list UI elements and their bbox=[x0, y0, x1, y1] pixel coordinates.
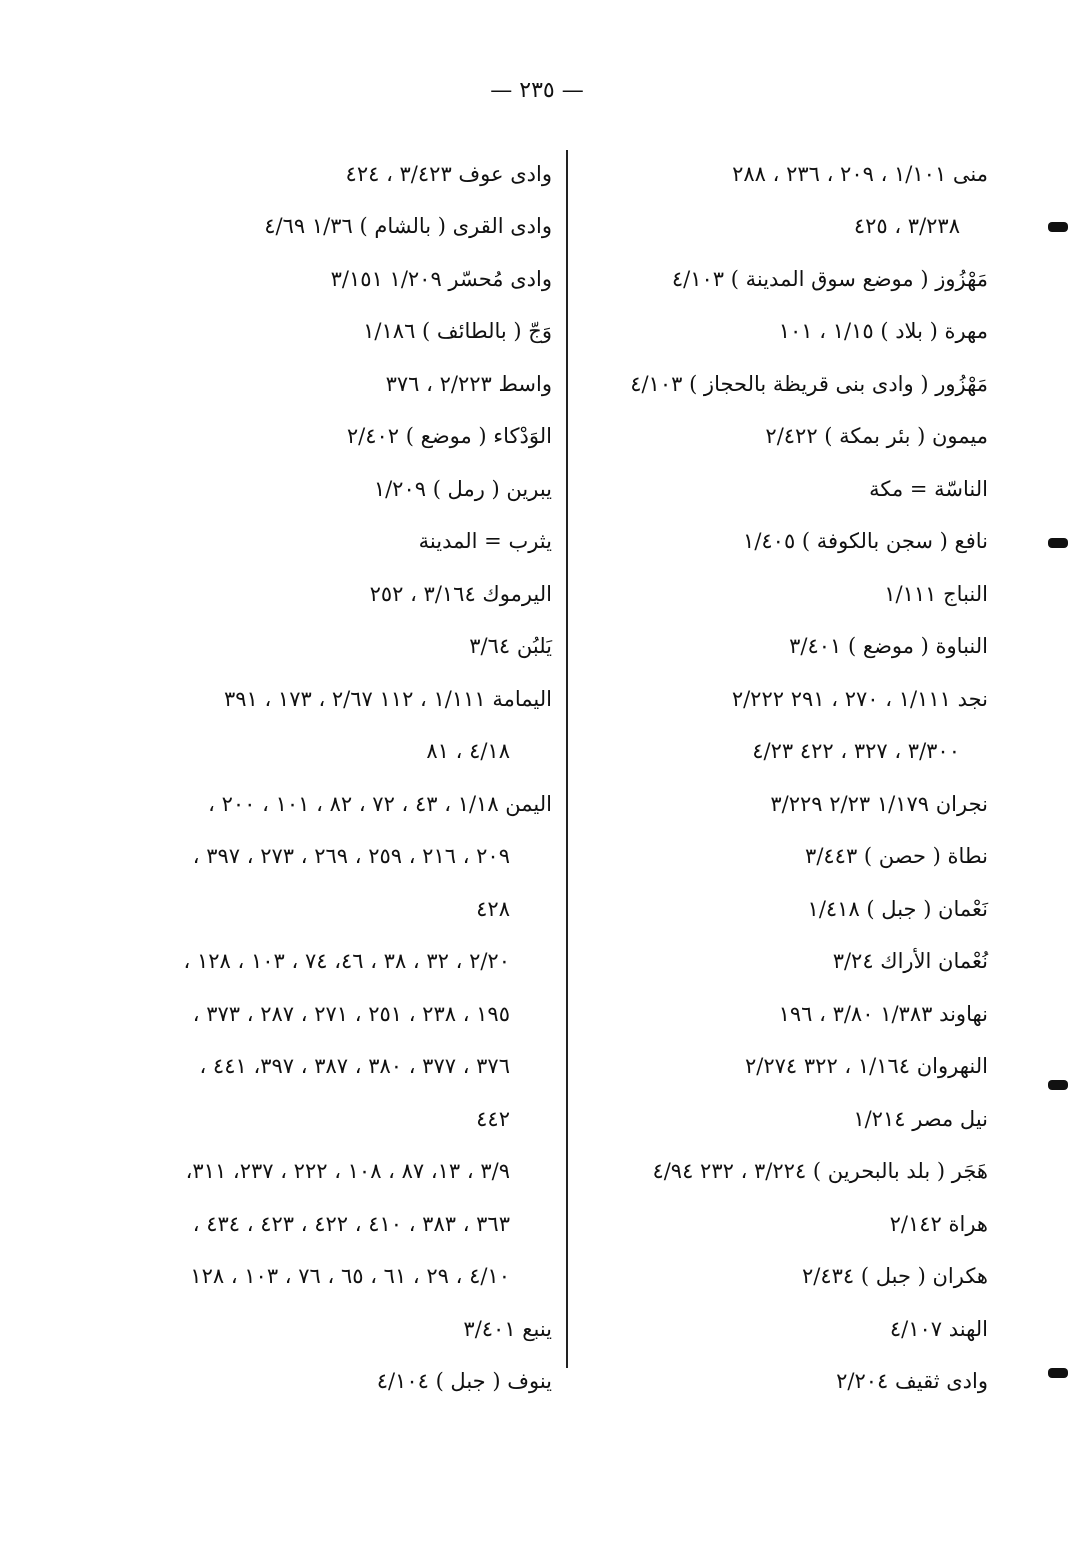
index-entry: نجران ١/١٧٩ ٢/٢٣ ٣/٢٢٩ bbox=[770, 791, 988, 816]
index-entry: وادى ثقيف ٢/٢٠٤ bbox=[836, 1369, 988, 1394]
index-entry: ٤٤٢ bbox=[476, 1106, 510, 1131]
index-entry: ميمون ( بئر بمكة ) ٢/٤٢٢ bbox=[765, 424, 988, 449]
index-entry: هكران ( جبل ) ٢/٤٣٤ bbox=[801, 1264, 988, 1289]
index-entry: ٣٧٦ ، ٣٧٧ ، ٣٨٠ ، ٣٨٧ ، ٣٩٧، ٤٤١ ، bbox=[199, 1054, 510, 1079]
index-entry: يثرب = المدينة bbox=[418, 529, 552, 554]
index-entry: ٣/٩ ، ١٣، ٨٧ ، ١٠٨ ، ٢٢٢ ، ٢٣٧، ٣١١، bbox=[185, 1159, 510, 1184]
index-entry: ٤/١٠ ، ٢٩ ، ٦١ ، ٦٥ ، ٧٦ ، ١٠٣ ، ١٢٨ bbox=[190, 1264, 510, 1289]
index-entry: منى ١/١٠١ ، ٢٠٩ ، ٢٣٦ ، ٢٨٨ bbox=[732, 161, 988, 186]
index-entry: نافع ( سجن بالكوفة ) ١/٤٠٥ bbox=[743, 529, 988, 554]
index-entry: يبرين ( رمل ) ١/٢٠٩ bbox=[373, 476, 552, 501]
index-entry: ٣/٣٠٠ ، ٣٢٧ ، ٤٢٢ ٤/٢٣ bbox=[752, 739, 960, 764]
index-entry: هراة ٢/١٤٢ bbox=[889, 1211, 988, 1236]
index-entry: نهاوند ١/٣٨٣ ٣/٨٠ ، ١٩٦ bbox=[778, 1001, 988, 1026]
index-entry: اليرموك ٣/١٦٤ ، ٢٥٢ bbox=[369, 581, 552, 606]
page-number: — ٢٣٥ — bbox=[490, 78, 584, 103]
margin-mark bbox=[1048, 222, 1068, 232]
index-entry: ينبع ٣/٤٠١ bbox=[463, 1316, 552, 1341]
index-column-left bbox=[82, 148, 552, 1408]
index-entry: مهرة ( بلاد ) ١/١٥ ، ١٠١ bbox=[778, 319, 988, 344]
index-entry: نَعْمان ( جبل ) ١/٤١٨ bbox=[807, 896, 988, 921]
index-entry: اليمن ١/١٨ ، ٤٣ ، ٧٢ ، ٨٢ ، ١٠١ ، ٢٠٠ ، bbox=[208, 791, 552, 816]
index-entry: الوَدْكاء ( موضع ) ٢/٤٠٢ bbox=[346, 424, 552, 449]
margin-mark bbox=[1048, 1080, 1068, 1090]
index-entry: ١٩٥ ، ٢٣٨ ، ٢٥١ ، ٢٧١ ، ٢٨٧ ، ٣٧٣ ، bbox=[192, 1001, 510, 1026]
index-entry: النهروان ١/١٦٤ ، ٣٢٢ ٢/٢٧٤ bbox=[745, 1054, 988, 1079]
index-entry: ٣٦٣ ، ٣٨٣ ، ٤١٠ ، ٤٢٢ ، ٤٢٣ ، ٤٣٤ ، bbox=[192, 1211, 510, 1236]
index-entry: ٢/٢٠ ، ٣٢ ، ٣٨ ، ٤٦، ٧٤ ، ١٠٣ ، ١٢٨ ، bbox=[183, 949, 510, 974]
index-entry: ٤٢٨ bbox=[476, 896, 510, 921]
index-entry: الهند ٤/١٠٧ bbox=[889, 1316, 988, 1341]
index-entry: وادى مُحسّر ١/٢٠٩ ٣/١٥١ bbox=[330, 266, 552, 291]
index-entry: وادى القرى ( بالشام ) ١/٣٦ ٤/٦٩ bbox=[264, 214, 552, 239]
index-entry: ٤/١٨ ، ٨١ bbox=[426, 739, 510, 764]
index-entry: ٣/٢٣٨ ، ٤٢٥ bbox=[853, 214, 960, 239]
index-entry: ٢٠٩ ، ٢١٦ ، ٢٥٩ ، ٢٦٩ ، ٢٧٣ ، ٣٩٧ ، bbox=[192, 844, 510, 869]
index-column-right bbox=[578, 148, 988, 1408]
margin-mark bbox=[1048, 1368, 1068, 1378]
index-entry: وادى عوف ٣/٤٢٣ ، ٤٢٤ bbox=[345, 161, 552, 186]
index-entry: واسط ٢/٢٢٣ ، ٣٧٦ bbox=[385, 371, 552, 396]
index-entry: نطاة ( حصن ) ٣/٤٤٣ bbox=[805, 844, 988, 869]
index-entry: الناسّة = مكة bbox=[869, 476, 988, 501]
index-entry: نُعْمان الأراك ٣/٢٤ bbox=[832, 949, 988, 974]
index-entry: هَجَر ( بلد بالبحرين ) ٣/٢٢٤ ، ٢٣٢ ٤/٩٤ bbox=[652, 1159, 988, 1184]
index-entry: ينوف ( جبل ) ٤/١٠٤ bbox=[376, 1369, 552, 1394]
index-entry: اليمامة ١/١١١ ، ١١٢ ٢/٦٧ ، ١٧٣ ، ٣٩١ bbox=[223, 686, 552, 711]
column-divider bbox=[566, 150, 568, 1368]
index-entry: نيل مصر ١/٢١٤ bbox=[853, 1106, 988, 1131]
index-entry: مَهْزُور ( وادى بنى قريظة بالحجاز ) ٤/١٠٣ bbox=[630, 371, 988, 396]
index-entry: النباوة ( موضع ) ٣/٤٠١ bbox=[789, 634, 988, 659]
index-entry: يَلبُن ٣/٦٤ bbox=[469, 634, 552, 659]
index-entry: مَهْزُوز ( موضع سوق المدينة ) ٤/١٠٣ bbox=[671, 266, 988, 291]
index-entry: نجد ١/١١١ ، ٢٧٠ ، ٢٩١ ٢/٢٢٢ bbox=[731, 686, 988, 711]
margin-mark bbox=[1048, 538, 1068, 548]
index-entry: وَجّ ( بالطائف ) ١/١٨٦ bbox=[363, 319, 552, 344]
index-entry: النباج ١/١١١ bbox=[884, 581, 988, 606]
